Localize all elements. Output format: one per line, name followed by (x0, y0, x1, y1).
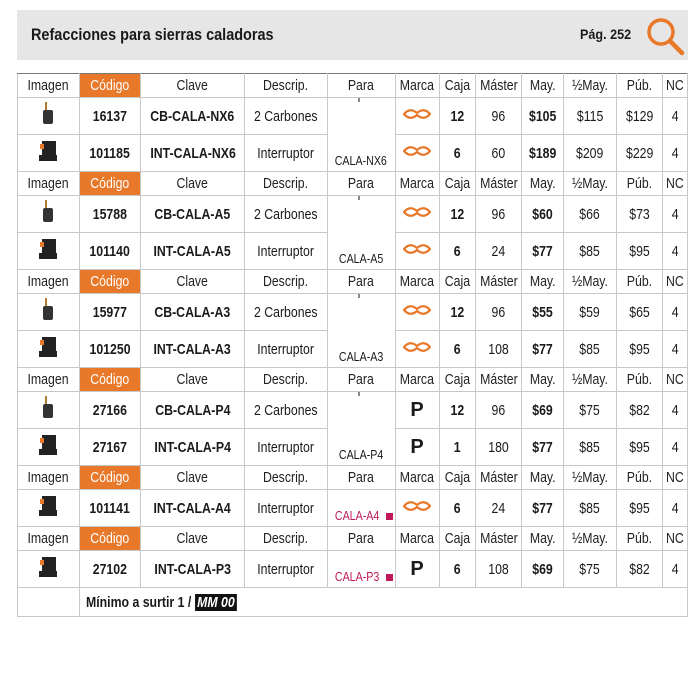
pub-cell: $95 (617, 331, 663, 368)
col-master-header: Máster (475, 527, 521, 551)
col-clave-header: Clave (141, 527, 245, 551)
codigo-cell: 27102 (79, 551, 141, 588)
col-nc-header: NC (663, 368, 688, 392)
codigo-cell: 101140 (79, 233, 141, 270)
switch-part-icon (38, 334, 58, 360)
nc-cell: 4 (663, 551, 688, 588)
clave-cell: INT-CALA-P4 (141, 429, 245, 466)
nc-cell: 4 (663, 294, 688, 331)
para-label: CALA-A4 (334, 508, 379, 523)
master-cell: 180 (475, 429, 521, 466)
table-row (18, 294, 688, 331)
nc-cell: 4 (663, 135, 688, 172)
column-header-row (18, 527, 688, 551)
medio-may-cell: $209 (563, 135, 616, 172)
part-image (18, 98, 80, 135)
descrip-cell: 2 Carbones (244, 294, 327, 331)
table-row (18, 196, 688, 233)
brand-p-logo: P (410, 398, 424, 421)
may-cell: $77 (521, 490, 563, 527)
nc-cell: 4 (663, 98, 688, 135)
column-header-row (18, 466, 688, 490)
col-caja-header: Caja (439, 527, 475, 551)
truper-logo-icon (403, 144, 431, 158)
master-cell: 96 (475, 98, 521, 135)
codigo-cell: 27167 (79, 429, 141, 466)
para-label: CALA-A5 (338, 251, 384, 266)
new-marker (386, 574, 393, 581)
page-header (17, 10, 688, 60)
truper-logo-icon (403, 303, 431, 317)
para-label: CALA-P3 (334, 569, 379, 584)
truper-logo-icon (403, 242, 431, 256)
codigo-cell: 15977 (79, 294, 141, 331)
marca-cell (395, 429, 439, 466)
marca-cell (395, 135, 439, 172)
col-caja-header: Caja (439, 74, 475, 98)
marca-cell (395, 233, 439, 270)
switch-part-icon (38, 138, 58, 164)
col-master-header: Máster (475, 172, 521, 196)
may-cell: $77 (521, 429, 563, 466)
medio-may-cell: $85 (563, 233, 616, 270)
carbon-brush-icon (38, 297, 58, 323)
jigsaw-icon (340, 392, 382, 397)
marca-cell (395, 331, 439, 368)
may-cell: $60 (521, 196, 563, 233)
pub-cell: $82 (617, 551, 663, 588)
switch-part-icon (38, 432, 58, 458)
descrip-cell: 2 Carbones (244, 196, 327, 233)
truper-logo-icon (403, 107, 431, 121)
switch-part-icon (38, 493, 58, 519)
caja-cell: 12 (439, 392, 475, 429)
caja-cell: 6 (439, 551, 475, 588)
pub-cell: $95 (617, 429, 663, 466)
col-para-header: Para (327, 527, 395, 551)
pub-cell: $129 (617, 98, 663, 135)
nc-cell: 4 (663, 392, 688, 429)
col-may-header: May. (521, 466, 563, 490)
codigo-cell: 101250 (79, 331, 141, 368)
carbon-brush-icon (38, 199, 58, 225)
descrip-cell: Interruptor (244, 233, 327, 270)
medio-may-cell: $115 (563, 98, 616, 135)
may-cell: $189 (521, 135, 563, 172)
truper-logo-icon (403, 340, 431, 354)
part-image (18, 429, 80, 466)
master-cell: 96 (475, 392, 521, 429)
col-pub-header: Púb. (617, 368, 663, 392)
para-cell (327, 551, 395, 588)
jigsaw-icon (340, 294, 382, 299)
col-nc-header: NC (663, 527, 688, 551)
col-descrip-header: Descrip. (244, 368, 327, 392)
col-imagen-header: Imagen (18, 368, 80, 392)
col-imagen-header: Imagen (18, 527, 80, 551)
col-caja-header: Caja (439, 368, 475, 392)
minimum-note: Mínimo a surtir 1 / MM 00 (79, 588, 687, 617)
col-marca-header: Marca (395, 527, 439, 551)
part-image (18, 233, 80, 270)
col-marca-header: Marca (395, 74, 439, 98)
pub-cell: $229 (617, 135, 663, 172)
col-may-header: May. (521, 527, 563, 551)
col-para-header: Para (327, 270, 395, 294)
col-codigo-header: Código (79, 74, 141, 98)
page-number: Pág. 252 (580, 26, 632, 42)
caja-cell: 12 (439, 294, 475, 331)
col-master-header: Máster (475, 368, 521, 392)
may-cell: $55 (521, 294, 563, 331)
pub-cell: $82 (617, 392, 663, 429)
jigsaw-icon (340, 98, 382, 103)
col-para-header: Para (327, 172, 395, 196)
col-imagen-header: Imagen (18, 74, 80, 98)
col-marca-header: Marca (395, 368, 439, 392)
para-label: CALA-P4 (338, 447, 384, 462)
carbon-brush-icon (38, 395, 58, 421)
col-medio-may-header: ½May. (563, 74, 616, 98)
switch-part-icon (38, 236, 58, 262)
table-row (18, 392, 688, 429)
clave-cell: CB-CALA-NX6 (141, 98, 245, 135)
col-medio-may-header: ½May. (563, 172, 616, 196)
col-clave-header: Clave (141, 74, 245, 98)
col-nc-header: NC (663, 172, 688, 196)
codigo-cell: 101185 (79, 135, 141, 172)
codigo-cell: 16137 (79, 98, 141, 135)
col-caja-header: Caja (439, 270, 475, 294)
col-imagen-header: Imagen (18, 172, 80, 196)
descrip-cell: Interruptor (244, 135, 327, 172)
descrip-cell: 2 Carbones (244, 392, 327, 429)
clave-cell: INT-CALA-A3 (141, 331, 245, 368)
col-may-header: May. (521, 270, 563, 294)
truper-logo-icon (403, 205, 431, 219)
caja-cell: 1 (439, 429, 475, 466)
search-icon[interactable] (645, 16, 685, 56)
truper-logo-icon (403, 499, 431, 513)
col-codigo-header: Código (79, 172, 141, 196)
master-cell: 96 (475, 294, 521, 331)
col-descrip-header: Descrip. (244, 74, 327, 98)
medio-may-cell: $66 (563, 196, 616, 233)
col-pub-header: Púb. (617, 527, 663, 551)
col-descrip-header: Descrip. (244, 527, 327, 551)
col-may-header: May. (521, 172, 563, 196)
col-codigo-header: Código (79, 527, 141, 551)
master-cell: 24 (475, 233, 521, 270)
col-imagen-header: Imagen (18, 270, 80, 294)
col-para-header: Para (327, 74, 395, 98)
col-master-header: Máster (475, 270, 521, 294)
jigsaw-icon (340, 196, 382, 201)
switch-part-icon (38, 554, 58, 580)
descrip-cell: Interruptor (244, 551, 327, 588)
medio-may-cell: $75 (563, 551, 616, 588)
nc-cell: 4 (663, 331, 688, 368)
pub-cell: $73 (617, 196, 663, 233)
brand-p-logo: P (410, 557, 424, 580)
para-label: CALA-NX6 (335, 153, 388, 168)
col-medio-may-header: ½May. (563, 270, 616, 294)
col-nc-header: NC (663, 466, 688, 490)
para-cell (327, 196, 395, 270)
col-pub-header: Púb. (617, 466, 663, 490)
para-cell (327, 392, 395, 466)
may-cell: $69 (521, 551, 563, 588)
master-cell: 108 (475, 331, 521, 368)
col-nc-header: NC (663, 74, 688, 98)
column-header-row (18, 368, 688, 392)
table-row (18, 98, 688, 135)
caja-cell: 12 (439, 196, 475, 233)
column-header-row (18, 74, 688, 98)
marca-cell (395, 196, 439, 233)
para-label: CALA-A3 (338, 349, 384, 364)
marca-cell (395, 98, 439, 135)
footer-row (18, 588, 688, 617)
table-row (18, 490, 688, 527)
medio-may-cell: $59 (563, 294, 616, 331)
col-nc-header: NC (663, 270, 688, 294)
col-descrip-header: Descrip. (244, 466, 327, 490)
new-marker (386, 513, 393, 520)
mm-badge: MM 00 (194, 594, 237, 611)
col-imagen-header: Imagen (18, 466, 80, 490)
col-clave-header: Clave (141, 172, 245, 196)
col-pub-header: Púb. (617, 172, 663, 196)
col-marca-header: Marca (395, 466, 439, 490)
part-image (18, 135, 80, 172)
parts-table (17, 73, 688, 617)
col-codigo-header: Código (79, 368, 141, 392)
master-cell: 96 (475, 196, 521, 233)
marca-cell (395, 551, 439, 588)
clave-cell: INT-CALA-A4 (141, 490, 245, 527)
descrip-cell: Interruptor (244, 490, 327, 527)
descrip-cell: Interruptor (244, 429, 327, 466)
codigo-cell: 101141 (79, 490, 141, 527)
clave-cell: CB-CALA-A3 (141, 294, 245, 331)
part-image (18, 196, 80, 233)
caja-cell: 6 (439, 331, 475, 368)
col-codigo-header: Código (79, 466, 141, 490)
may-cell: $77 (521, 331, 563, 368)
descrip-cell: 2 Carbones (244, 98, 327, 135)
col-medio-may-header: ½May. (563, 527, 616, 551)
master-cell: 60 (475, 135, 521, 172)
col-descrip-header: Descrip. (244, 270, 327, 294)
clave-cell: INT-CALA-NX6 (141, 135, 245, 172)
col-codigo-header: Código (79, 270, 141, 294)
caja-cell: 6 (439, 490, 475, 527)
col-marca-header: Marca (395, 270, 439, 294)
nc-cell: 4 (663, 233, 688, 270)
part-image (18, 294, 80, 331)
para-cell (327, 490, 395, 527)
medio-may-cell: $85 (563, 429, 616, 466)
col-may-header: May. (521, 368, 563, 392)
part-image (18, 490, 80, 527)
codigo-cell: 27166 (79, 392, 141, 429)
medio-may-cell: $85 (563, 331, 616, 368)
caja-cell: 12 (439, 98, 475, 135)
col-caja-header: Caja (439, 172, 475, 196)
nc-cell: 4 (663, 490, 688, 527)
col-para-header: Para (327, 466, 395, 490)
part-image (18, 392, 80, 429)
descrip-cell: Interruptor (244, 331, 327, 368)
table-row (18, 551, 688, 588)
col-pub-header: Púb. (617, 74, 663, 98)
caja-cell: 6 (439, 233, 475, 270)
may-cell: $77 (521, 233, 563, 270)
para-cell (327, 98, 395, 172)
nc-cell: 4 (663, 429, 688, 466)
col-medio-may-header: ½May. (563, 368, 616, 392)
part-image (18, 331, 80, 368)
marca-cell (395, 294, 439, 331)
col-clave-header: Clave (141, 270, 245, 294)
nc-cell: 4 (663, 196, 688, 233)
marca-cell (395, 490, 439, 527)
col-master-header: Máster (475, 74, 521, 98)
master-cell: 24 (475, 490, 521, 527)
brand-p-logo: P (410, 435, 424, 458)
col-marca-header: Marca (395, 172, 439, 196)
col-medio-may-header: ½May. (563, 466, 616, 490)
para-cell (327, 294, 395, 368)
may-cell: $69 (521, 392, 563, 429)
caja-cell: 6 (439, 135, 475, 172)
medio-may-cell: $85 (563, 490, 616, 527)
clave-cell: CB-CALA-P4 (141, 392, 245, 429)
carbon-brush-icon (38, 101, 58, 127)
col-master-header: Máster (475, 466, 521, 490)
part-image (18, 551, 80, 588)
column-header-row (18, 270, 688, 294)
pub-cell: $65 (617, 294, 663, 331)
pub-cell: $95 (617, 233, 663, 270)
column-header-row (18, 172, 688, 196)
clave-cell: INT-CALA-P3 (141, 551, 245, 588)
col-descrip-header: Descrip. (244, 172, 327, 196)
col-may-header: May. (521, 74, 563, 98)
col-clave-header: Clave (141, 466, 245, 490)
codigo-cell: 15788 (79, 196, 141, 233)
marca-cell (395, 392, 439, 429)
master-cell: 108 (475, 551, 521, 588)
medio-may-cell: $75 (563, 392, 616, 429)
col-clave-header: Clave (141, 368, 245, 392)
col-para-header: Para (327, 368, 395, 392)
clave-cell: CB-CALA-A5 (141, 196, 245, 233)
clave-cell: INT-CALA-A5 (141, 233, 245, 270)
col-caja-header: Caja (439, 466, 475, 490)
col-pub-header: Púb. (617, 270, 663, 294)
page-title: Refacciones para sierras caladoras (31, 25, 274, 44)
may-cell: $105 (521, 98, 563, 135)
pub-cell: $95 (617, 490, 663, 527)
